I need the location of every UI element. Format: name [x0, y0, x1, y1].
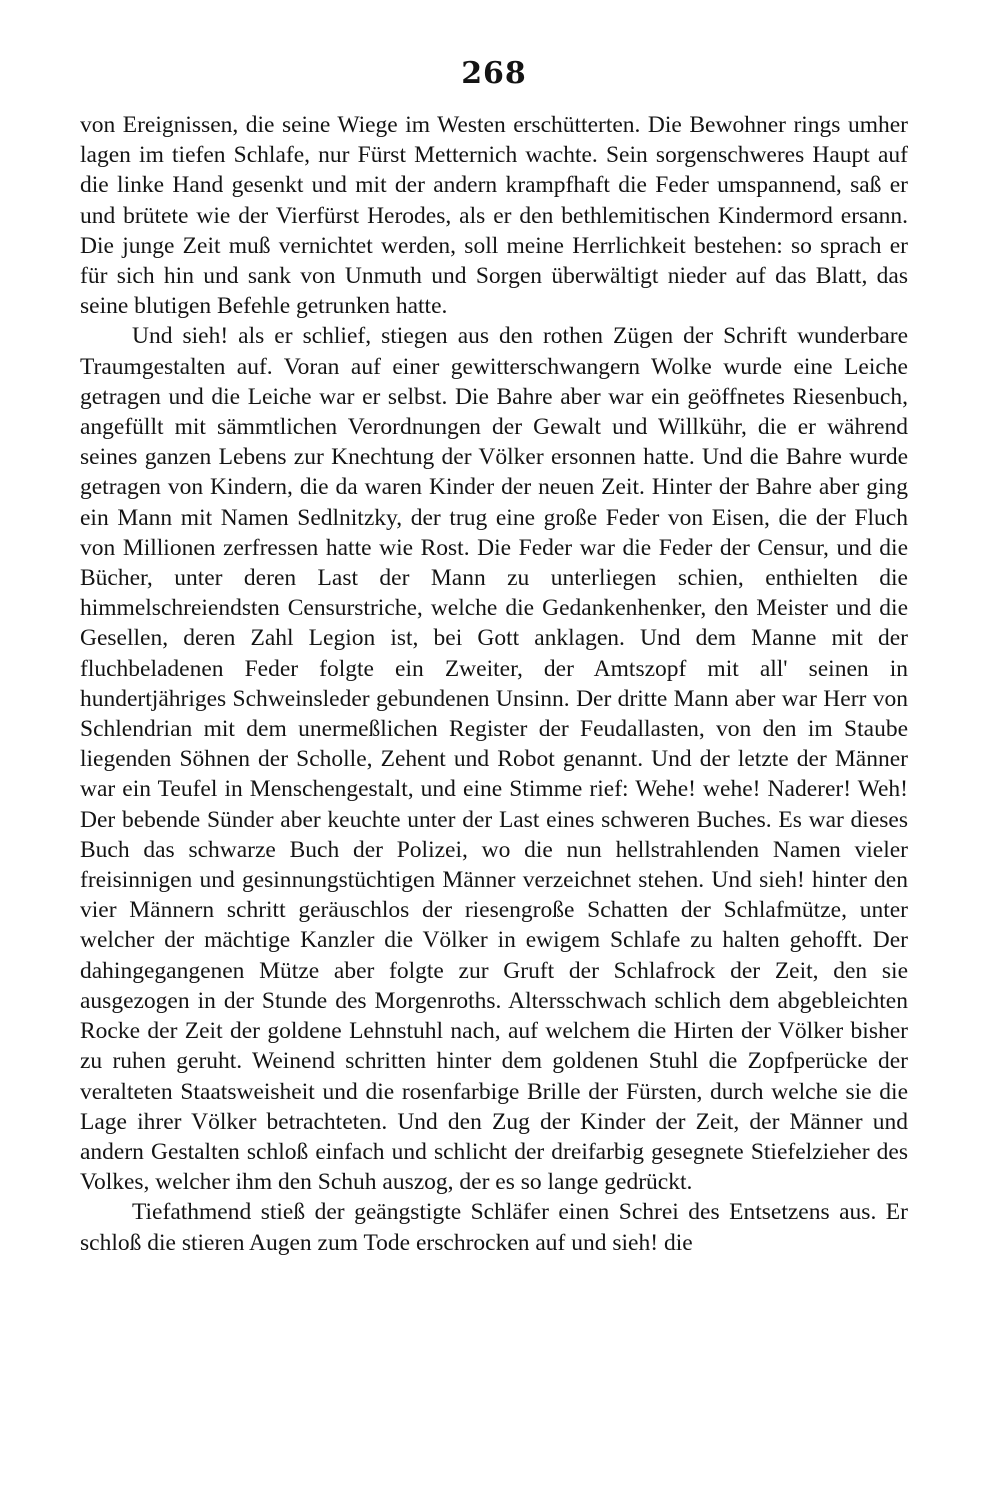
paragraph-3: Tiefathmend stieß der geängstigte Schläfer einen Schrei des Entsetzens aus. Er schloß die stieren Augen zum Tode erschrocken auf und sieh! die — [80, 1199, 908, 1256]
page-body — [80, 110, 908, 1258]
page-number: 268 — [461, 56, 527, 91]
paragraph-2: Und sieh! als er schlief, stiegen aus den rothen Zügen der Schrift wunderbare Traumgestalten auf. Voran auf einer gewitterschwangern Wolke wurde eine Leiche getragen und die Leiche war er selbst. Die Bahre aber war ein geöffnetes Riesenbuch, angefüllt mit sämmtlichen Verordnungen der Gewalt und Willkühr, die er während seines ganzen Lebens zur Knechtung der Völker ersonnen hatte. Und die Bahre wurde getragen von Kindern, die da waren Kinder der neuen Zeit. Hinter der Bahre aber ging ein Mann mit Namen Sedlnitzky, der trug eine große Feder von Eisen, die der Fluch von Millionen zerfressen hatte wie Rost. Die Feder war die Feder der Censur, und die Bücher, unter deren Last der Mann zu unterliegen schien, enthielten die himmelschreiendsten Censurstriche, welche die Gedankenhenker, den Meister und die Gesellen, deren Zahl Legion ist, bei Gott anklagen. Und dem Manne mit der fluchbeladenen Feder folgte ein Zweiter, der Amtszopf mit all' seinen in hundertjähriges Schweinsleder gebundenen Unsinn. Der dritte Mann aber war Herr von Schlendrian mit dem unermeßlichen Register der Feudallasten, von den im Staube liegenden Söhnen der Scholle, Zehent und Robot genannt. Und der letzte der Männer war ein Teufel in Menschengestalt, und eine Stimme rief: Wehe! wehe! Naderer! Weh! Der bebende Sünder aber keuchte unter der Last eines schweren Buches. Es war dieses Buch das schwarze Buch der Polizei, wo die nun hellstrahlenden Namen vieler freisinnigen und gesinnungstüchtigen Männer verzeichnet stehen. Und sieh! hinter den vier Männern schritt geräuschlos der riesengroße Schatten der Schlafmütze, unter welcher der mächtige Kanzler die Völker in ewigem Schlafe zu halten gehofft. Der dahingegangenen Mütze aber folgte zur Gruft der Schlafrock der Zeit, den sie ausgezogen in der Stunde des Morgenroths. Altersschwach schlich dem abgebleichten Rocke der Zeit der goldene Lehnstuhl nach, auf welchem die Hirten der Völker bisher zu ruhen geruht. Weinend schritten hinter dem goldenen Stuhl die Zopfperücke der veralteten Staatsweisheit und die rosenfarbige Brille der Fürsten, durch welche sie die Lage ihrer Völker betrachteten. Und den Zug der Kinder der Zeit, der Männer und andern Gestalten schloß einfach und schlicht der dreifarbig gesegnete Stiefelzieher des Volkes, welcher ihm den Schuh auszog, der es so lange gedrückt. — [80, 323, 908, 1196]
paragraph-1: von Ereignissen, die seine Wiege im Westen erschütterten. Die Bewohner rings umher lagen im tiefen Schlafe, nur Fürst Metternich wachte. Sein sorgenschweres Haupt auf die linke Hand gesenkt und mit der andern krampfhaft die Feder umspannend, saß er und brütete wie der Vierfürst Herodes, als er den bethlemitischen Kindermord ersann. Die junge Zeit muß vernichtet werden, soll meine Herrlichkeit bestehen: so sprach er für sich hin und sank von Unmuth und Sorgen überwältigt nieder auf das Blatt, das seine blutigen Befehle getrunken hatte. — [80, 112, 908, 320]
